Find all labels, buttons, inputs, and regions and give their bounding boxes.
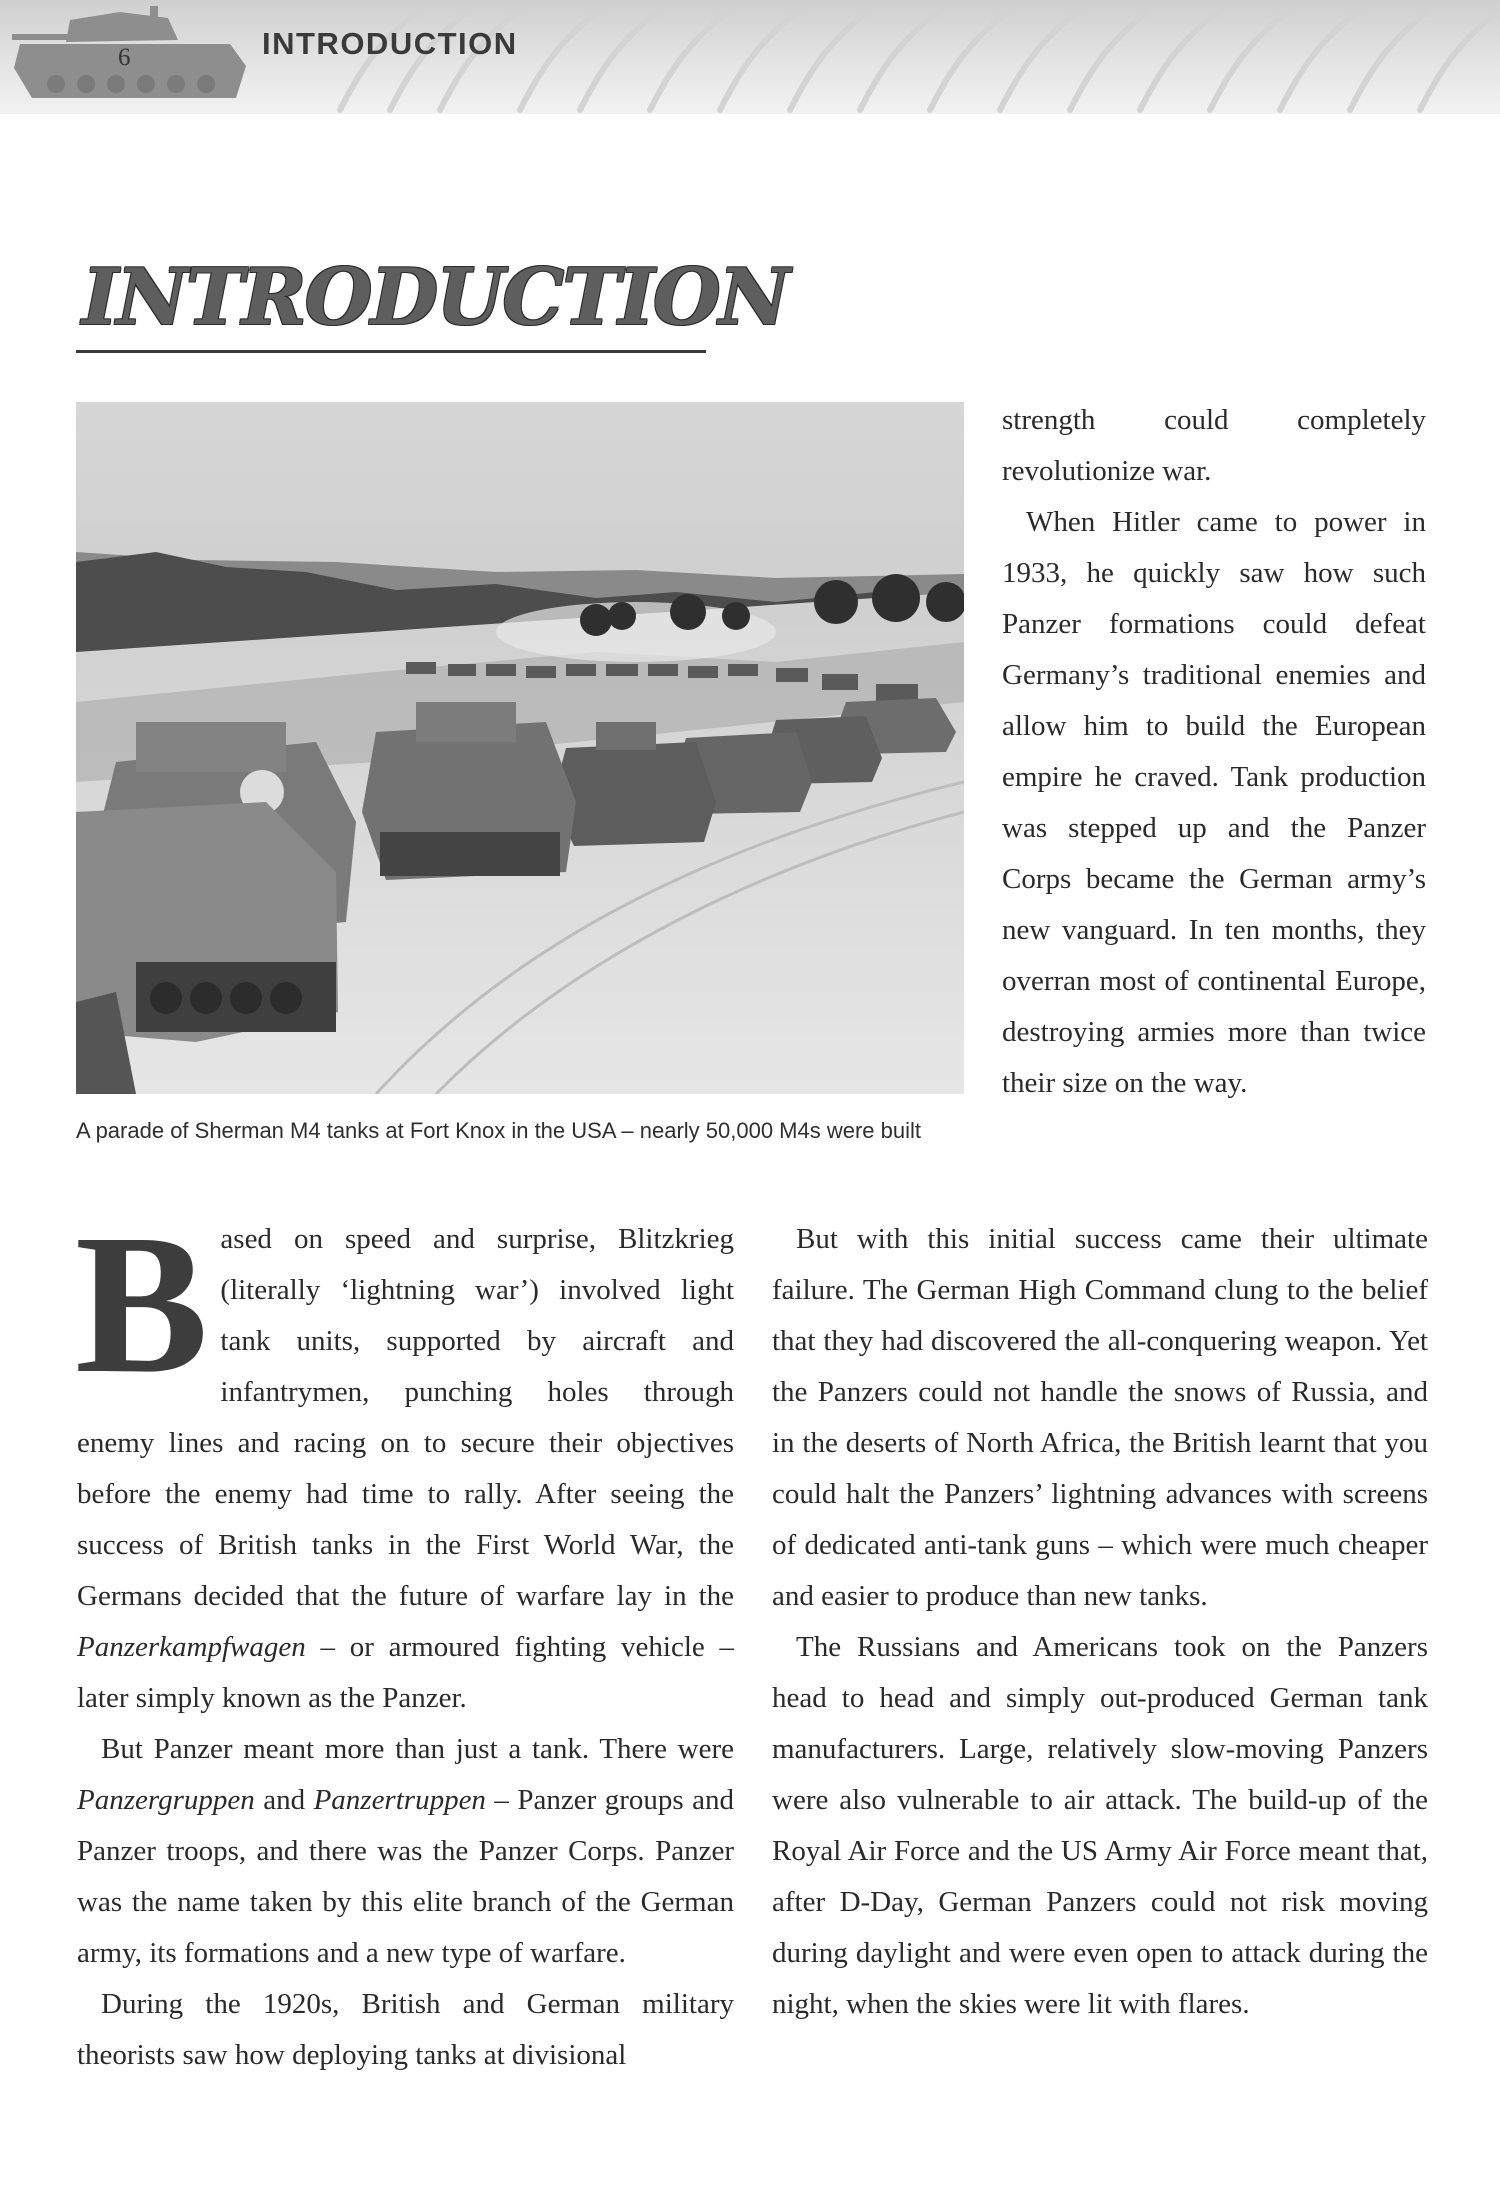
paragraph: The Russians and Americans took on the Panzers head to head and simply out-produced German tank manufacturers. Large, relatively slow-moving Panzers were also vulnerable to air attack. The build-up of the Royal Air Force and the US Army Air Force meant that, after D-Day, German Panzers could not risk moving during daylight and were even open to attack during the night, when the skies were lit with flares. <box>772 1631 1428 2020</box>
page-title: INTRODUCTION <box>82 252 789 343</box>
paragraph: During the 1920s, British and German military theorists saw how deploying tanks at divisional <box>77 1988 734 2071</box>
right-column-top <box>1002 395 1426 1109</box>
sherman-tanks-photo <box>76 402 964 1094</box>
paragraph: strength could completely revolutionize war. <box>1002 404 1426 487</box>
title-underline <box>76 350 706 353</box>
left-column <box>75 1194 735 2081</box>
paragraph: But Panzer meant more than just a tank. There were Panzergruppen and Panzertruppen – Panzer groups and Panzer troops, and there was the Panzer Corps. Panzer was the name taken by this elite branch of the German army, its formations and a new type of warfare. <box>77 1733 735 1969</box>
page-number: 6 <box>118 44 131 71</box>
paragraph: When Hitler came to power in 1933, he quickly saw how such Panzer formations could defeat Germany’s traditional enemies and allow him to build the European empire he craved. Tank production was stepped up and the Panzer Corps became the German army’s new vanguard. In ten months, they overran most of continental Europe, destroying armies more than twice their size on the way. <box>1002 506 1426 1099</box>
photo-caption: A parade of Sherman M4 tanks at Fort Knox in the USA – nearly 50,000 M4s were built <box>76 1118 922 1143</box>
right-column-bottom <box>772 1214 1428 2030</box>
header-band <box>0 0 1500 114</box>
paragraph-with-dropcap: Based on speed and surprise, Blitzkrieg (literally ‘lightning war’) involved light tank units, supported by aircraft and infantrymen, punching holes through enemy lines and racing on to secure their objectives before the enemy had time to rally. After seeing the success of British tanks in the First World War, the Germans decided that the future of warfare lay in the Panzerkampfwagen – or armoured fighting vehicle – later simply known as the Panzer. <box>75 1194 734 1714</box>
running-head: INTRODUCTION <box>262 26 518 61</box>
drop-cap: B <box>75 1194 209 1415</box>
paragraph: But with this initial success came their ultimate failure. The German High Command clung to the belief that they had discovered the all-conquering weapon. Yet the Panzers could not handle the snows of Russia, and in the deserts of North Africa, the British learnt that you could halt the Panzers’ lightning advances with screens of dedicated anti-tank guns – which were much cheaper and easier to produce than new tanks. <box>772 1223 1428 1612</box>
